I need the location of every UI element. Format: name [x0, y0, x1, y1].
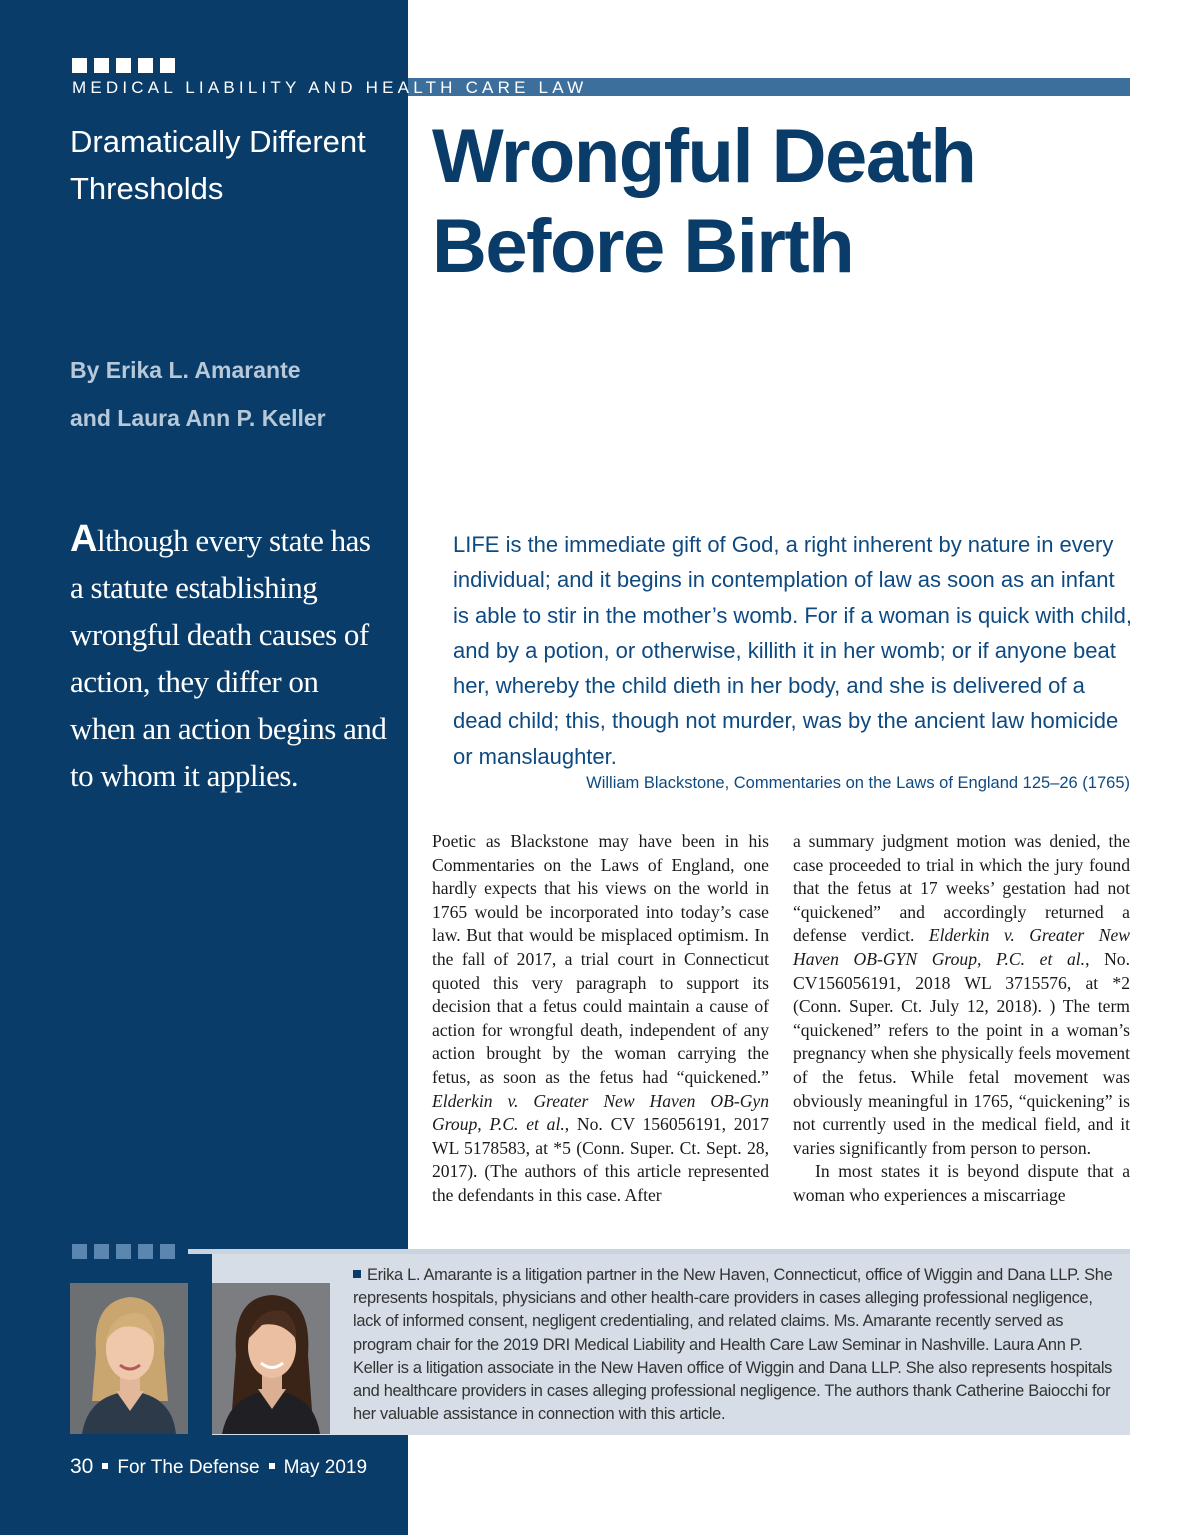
page-number: 30 [70, 1455, 94, 1478]
page-footer [70, 1455, 367, 1479]
author-bio [353, 1264, 1123, 1426]
article-subtitle [70, 118, 390, 212]
article-title [432, 112, 1132, 292]
author-photo-amarante [70, 1283, 188, 1434]
body-paragraph [793, 830, 1130, 1160]
body-text: , No. CV156056191, 2018 WL 3715576, at *2 (Conn. Super. Ct. July 12, 2018). ) The term “quickened” refers to the point in a woman’s pregnancy when she physically feels movement of the fetus. While fetal movement was obviously meaningful in 1765, “quickening” is not currently used in the medical field, and it varies significantly from person to person. [793, 948, 1130, 1158]
body-column-1 [432, 830, 769, 1208]
author-photo-keller [212, 1283, 330, 1434]
bullet-icon [353, 1270, 361, 1278]
subtitle-line-2: Thresholds [70, 171, 224, 206]
byline-line-2: and Laura Ann P. Keller [70, 405, 326, 431]
publication-name: For The Defense [117, 1457, 260, 1478]
section-label [72, 78, 587, 98]
byline-line-1: By Erika L. Amarante [70, 357, 301, 383]
section-label-left: MEDICAL LIABILITY AND H [72, 78, 383, 97]
section-label-right: EALTH CARE LAW [382, 78, 588, 97]
body-paragraph: In most states it is beyond dispute that a woman who experiences a miscarriage [793, 1161, 1130, 1205]
deck-text: lthough every state has a statute establishing wrongful death causes of action, they differ on when an action begins and to whom it applies. [70, 523, 387, 793]
article-deck [70, 516, 390, 799]
bullet-icon [102, 1463, 108, 1469]
deck-dropcap: A [70, 518, 97, 560]
body-text: Poetic as Blackstone may have been in his Commentaries on the Laws of England, one hardly expects that his views on the world in 1765 would be incorporated into today’s case law. But that would be misplaced optimism. In the fall of 2017, a trial court in Connecticut quoted this very paragraph to support its decision that a fetus could maintain a cause of action for wrongful death, independent of any action brought by the woman carrying the fetus, as soon as the fetus had “quickened.” [432, 831, 769, 1087]
section-squares-decoration [72, 58, 175, 73]
title-line-1: Wrongful Death [432, 114, 976, 199]
author-portrait-1 [70, 1283, 188, 1434]
subtitle-line-1: Dramatically Different [70, 124, 366, 159]
byline [70, 346, 400, 442]
epigraph-attribution: William Blackstone, Commentaries on the Laws of England 125–26 (1765) [586, 774, 1130, 792]
case-citation: Elderkin v. Greater New Haven OB-Gyn Group, P.C. et al. [432, 1090, 769, 1135]
bio-text: Erika L. Amarante is a litigation partner in the New Haven, Connecticut, office of Wiggin and Dana LLP. She represents hospitals, physicians and other health-care providers in cases alleging professional negligence, lack of informed consent, negligent credentialing, and related claims. Ms. Amarante recently served as program chair for the 2019 DRI Medical Liability and Health Care Law Seminar in Nashville. Laura Ann P. Keller is a litigation associate in the New Haven office of Wiggin and Dana LLP. She also represents hospitals and healthcare providers in cases alleging professional negligence. The authors thank Catherine Baiocchi for her valuable assistance in connection with this article. [353, 1266, 1113, 1424]
case-citation: Elderkin v. Greater New Haven OB-GYN Group, P.C. et al. [793, 925, 1130, 969]
bullet-icon [269, 1463, 275, 1469]
body-text: a summary judgment motion was denied, the case proceeded to trial in which the jury found that the fetus at 17 weeks’ gestation had not “quickened” and accordingly returned a defense verdict. [793, 831, 1130, 946]
bio-squares-decoration [72, 1244, 175, 1259]
title-line-2: Before Birth [432, 204, 854, 289]
body-column-2 [793, 830, 1130, 1208]
body-paragraph [432, 830, 769, 1208]
epigraph-quote: LIFE is the immediate gift of God, a right inherent by nature in every individual; and it begins in contemplation of law as soon as an infant is able to stir in the mother’s womb. For if a woman is quick with child, and by a potion, or otherwise, killith it in her womb; or if anyone beat her, whereby the child dieth in her body, and she is delivered of a dead child; this, though not murder, was by the ancient law homicide or manslaughter. [453, 532, 1133, 769]
issue-date: May 2019 [283, 1457, 368, 1478]
body-text: , No. CV 156056191, 2017 WL 5178583, at *5 (Conn. Super. Ct. Sept. 28, 2017). (The authors of this article represented the defendants in this case. After [432, 1114, 769, 1205]
author-portrait-2 [212, 1283, 330, 1434]
